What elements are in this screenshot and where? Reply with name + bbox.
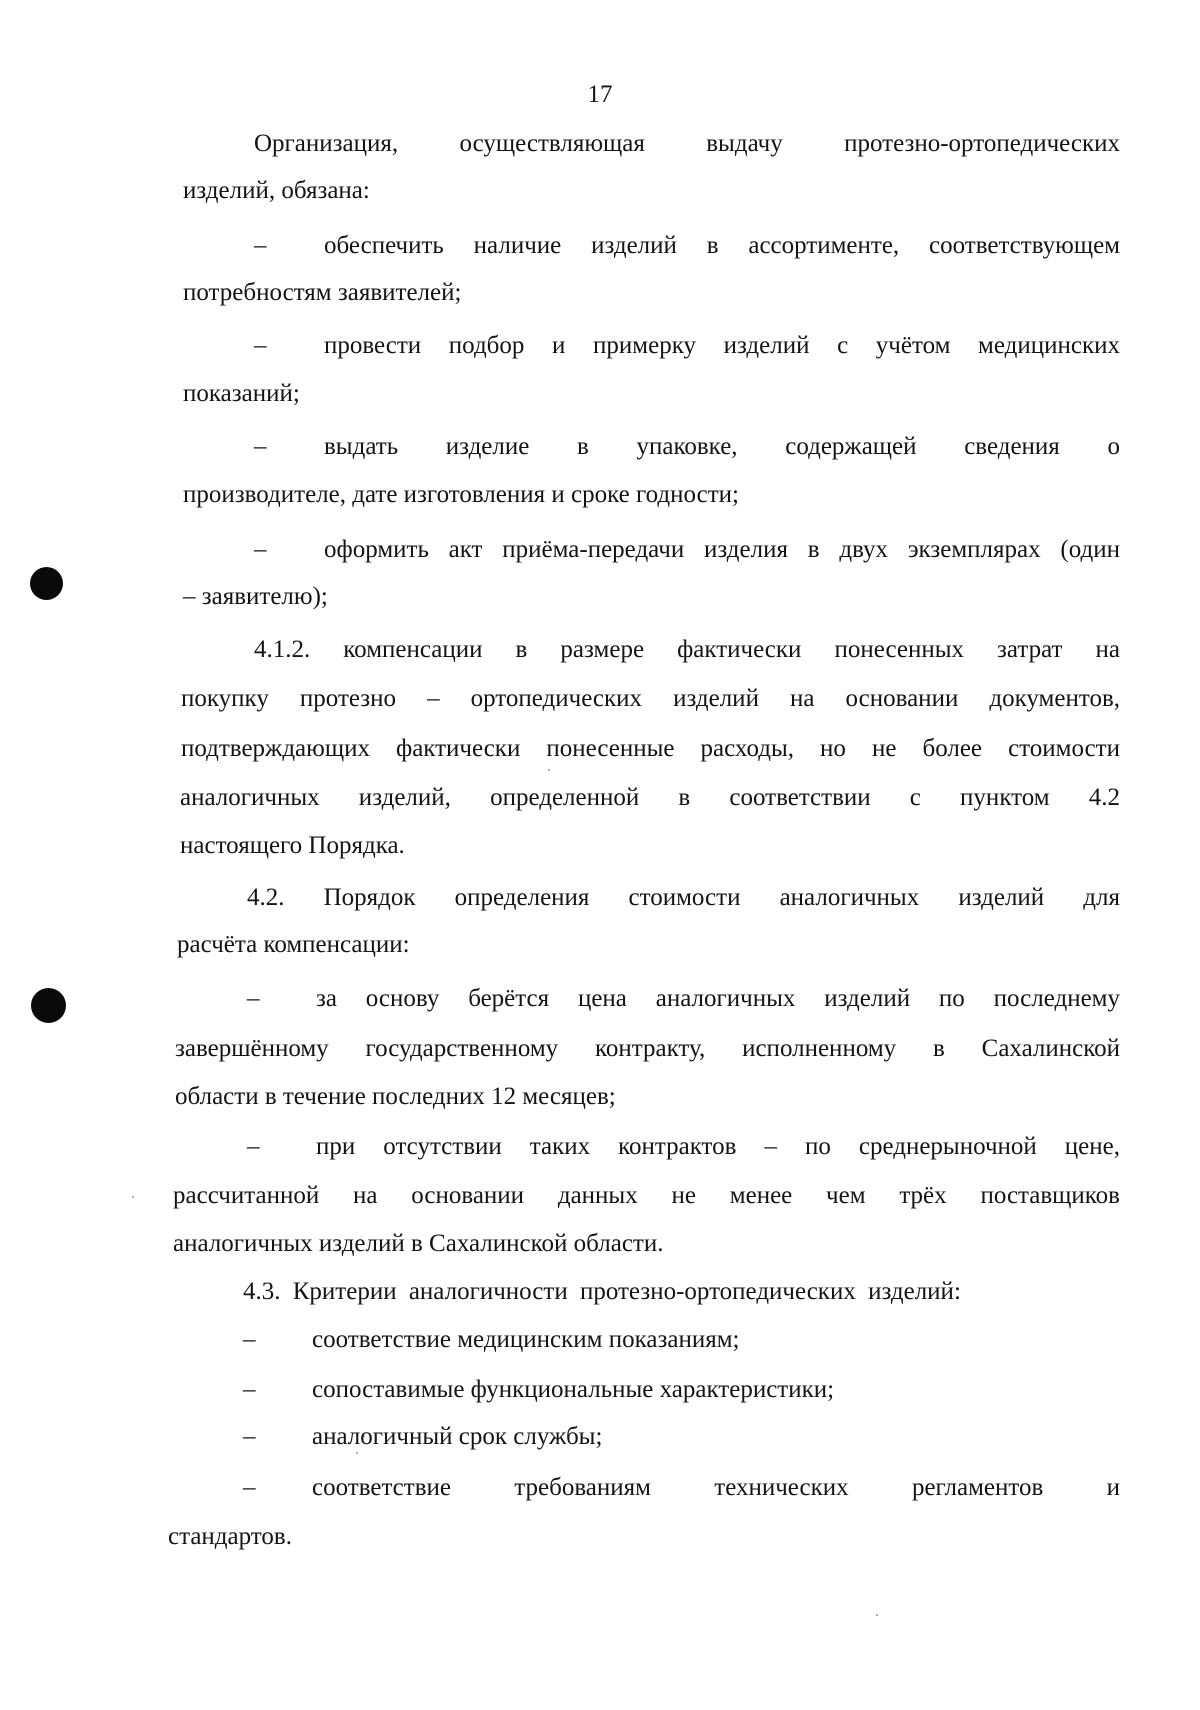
list-dash: – [254, 332, 267, 359]
text-line [180, 785, 1120, 810]
scan-speck [356, 1452, 358, 1454]
list-dash: – [254, 433, 267, 460]
text-line: соответствие медицинским показаниям; [312, 1326, 740, 1353]
text-line [175, 1036, 1120, 1061]
text-line: изделий, обязана: [183, 177, 370, 204]
text-line [181, 686, 1120, 711]
text-line: аналогичный срок службы; [312, 1423, 603, 1450]
text-line: расчёта компенсации: [177, 931, 410, 958]
text-line: – заявителю); [183, 583, 328, 610]
text-line [324, 434, 1120, 459]
text-line: показаний; [183, 380, 300, 407]
line-text: покупку протезно – ортопедических изделий на основании документов, [181, 685, 1120, 712]
line-text: Организация, осуществляющая выдачу протезно-ортопедических [254, 130, 1120, 157]
line-text: при отсутствии таких контрактов – по среднерыночной цене, [316, 1133, 1120, 1160]
line-text: подтверждающих фактически понесенные расходы, но не более стоимости [181, 735, 1120, 762]
line-text: 4.1.2. компенсации в размере фактически понесенных затрат на [254, 636, 1120, 663]
scan-speck [876, 1614, 878, 1616]
text-line [316, 1134, 1120, 1159]
line-text: за основу берётся цена аналогичных изделий по последнему [316, 985, 1120, 1012]
text-line [173, 1183, 1120, 1208]
page-number: 17 [587, 81, 613, 108]
scan-speck [548, 769, 550, 771]
punch-hole [30, 567, 63, 600]
text-line: области в течение последних 12 месяцев; [175, 1083, 616, 1110]
text-line [254, 637, 1120, 662]
list-dash: – [254, 536, 267, 563]
text-line: 4.3. Критерии аналогичности протезно-ортопедических изделий: [243, 1278, 961, 1305]
text-line: стандартов. [168, 1523, 292, 1550]
punch-hole [31, 988, 66, 1023]
line-text: завершённому государственному контракту, исполненному в Сахалинской [175, 1035, 1120, 1062]
text-line [324, 233, 1120, 258]
text-line: потребностям заявителей; [183, 279, 462, 306]
list-dash: – [247, 1133, 260, 1160]
text-line: сопоставимые функциональные характеристики; [312, 1376, 835, 1403]
scan-speck [132, 1196, 134, 1198]
line-text: рассчитанной на основании данных не менее чем трёх поставщиков [173, 1182, 1120, 1209]
list-dash: – [247, 985, 260, 1012]
line-text: соответствие требованиям технических регламентов и [312, 1474, 1120, 1501]
list-dash: – [243, 1474, 256, 1501]
list-dash: – [243, 1423, 256, 1450]
text-line [181, 736, 1120, 761]
line-text: оформить акт приёма-передачи изделия в двух экземплярах (один [324, 536, 1120, 563]
text-line: производителе, дате изготовления и сроке годности; [183, 481, 739, 508]
text-line [247, 885, 1120, 910]
text-line [312, 1475, 1120, 1500]
text-line [324, 333, 1120, 358]
line-text: провести подбор и примерку изделий с учётом медицинских [324, 332, 1120, 359]
line-text: 4.2. Порядок определения стоимости аналогичных изделий для [247, 884, 1120, 911]
list-dash: – [243, 1326, 256, 1353]
line-text: выдать изделие в упаковке, содержащей сведения о [324, 433, 1120, 460]
line-text: аналогичных изделий, определенной в соответствии с пунктом 4.2 [180, 784, 1120, 811]
text-line [254, 131, 1120, 156]
list-dash: – [243, 1376, 256, 1403]
text-line: настоящего Порядка. [180, 832, 405, 859]
list-dash: – [254, 232, 267, 259]
text-line: аналогичных изделий в Сахалинской области. [173, 1230, 664, 1257]
line-text: обеспечить наличие изделий в ассортименте, соответствующем [324, 232, 1120, 259]
text-line [324, 537, 1120, 562]
text-line [316, 986, 1120, 1011]
